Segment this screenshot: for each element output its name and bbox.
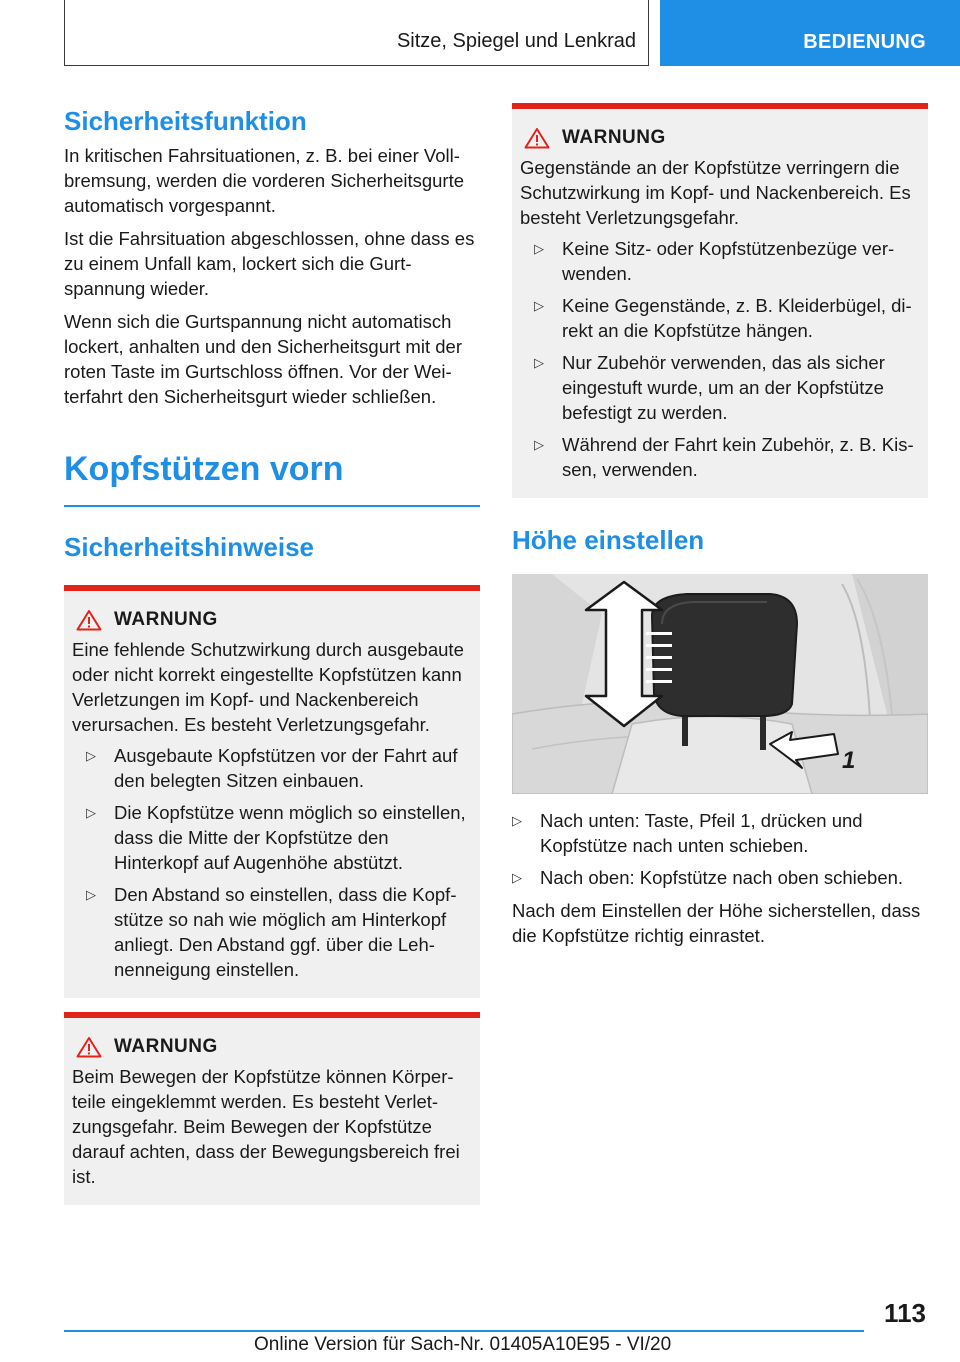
warning-text: Beim Bewegen der Kopfstütze können Körperteile eingeklemmt werden. Es besteht Verletzungsgefahr. Beim Bewegen der Kopfstütze darauf achten, dass der Bewegungsbereich frei ist. xyxy=(72,1066,460,1187)
warning-header xyxy=(76,1036,472,1058)
warning-triangle-icon xyxy=(524,127,550,149)
triangle-bullet-icon: ▷ xyxy=(86,887,96,902)
warning-text: Gegenstände an der Kopfstütze verringern die Schutzwirkung im Kopf- und Nackenbereich. Es besteht Verletzungsgefahr. xyxy=(520,157,911,228)
triangle-bullet-icon: ▷ xyxy=(86,805,96,820)
warning-list xyxy=(534,236,920,482)
list-item: ▷ Nach oben: Kopfstütze nach oben schieben. xyxy=(512,867,904,888)
heading-hoehe-einstellen: Höhe einstellen xyxy=(512,525,705,555)
section-tab-label: BEDIENUNG xyxy=(803,31,926,53)
list-item: ▷ Nach unten: Taste, Pfeil 1, drücken und Kopfstütze nach unten schieben. xyxy=(512,810,863,856)
warning-list xyxy=(86,743,472,982)
triangle-bullet-icon: ▷ xyxy=(534,437,544,452)
triangle-bullet-icon: ▷ xyxy=(512,813,522,828)
warning-box-1 xyxy=(64,585,480,998)
list-item: ▷ Während der Fahrt kein Zubehör, z. B. Kissen, verwenden. xyxy=(534,434,914,480)
list-item: ▷ Keine Sitz- oder Kopfstützenbezüge verwenden. xyxy=(534,238,895,284)
heading-kopfstuetzen-vorn: Kopfstützen vorn xyxy=(64,450,344,488)
triangle-bullet-icon: ▷ xyxy=(86,748,96,763)
paragraph-3: Wenn sich die Gurtspannung nicht automatisch lockert, anhalten und den Sicherheitsgurt mit der roten Taste im Gurtschloss öffnen. Vor der Weiterfahrt den Sicherheitsgurt wieder schließen. xyxy=(64,311,462,407)
header-title-box xyxy=(64,0,649,66)
after-adjust-text: Nach dem Einstellen der Höhe sicherstellen, dass die Kopfstütze richtig einrastet. xyxy=(512,900,921,946)
list-item: ▷ Die Kopfstütze wenn möglich so einstellen, dass die Mitte der Kopfstütze den Hinterkopf auf Augenhöhe abstützt. xyxy=(86,802,466,873)
warning-box-3 xyxy=(512,103,928,498)
warning-text: Eine fehlende Schutzwirkung durch ausgebaute oder nicht korrekt eingestellte Kopfstützen kann Verletzungen im Kopf- und Nackenbereich verursachen. Es besteht Verletzungsgefahr. xyxy=(72,639,464,735)
warning-header xyxy=(524,127,920,149)
list-item: ▷ Nur Zubehör verwenden, das als sicher eingestuft wurde, um an der Kopfstütze befestigt zu werden. xyxy=(534,352,885,423)
chapter-title: Sitze, Spiegel und Lenkrad xyxy=(396,30,636,52)
right-column xyxy=(512,100,928,948)
figure-callout-label: 1 xyxy=(842,747,856,774)
paragraph-2: Ist die Fahrsituation abgeschlossen, ohne dass es zu einem Unfall kam, lockert sich die Gurtspannung wieder. xyxy=(64,228,475,299)
headrest-image xyxy=(512,574,928,794)
warning-label: WARNUNG xyxy=(114,609,218,630)
warning-label: WARNUNG xyxy=(562,127,666,148)
left-column xyxy=(64,100,480,1205)
footer-rule xyxy=(64,1330,864,1332)
heading-rule xyxy=(64,505,480,507)
warning-box-2 xyxy=(64,1012,480,1205)
triangle-bullet-icon: ▷ xyxy=(512,870,522,885)
list-item: ▷ Ausgebaute Kopfstützen vor der Fahrt auf den belegten Sitzen einbauen. xyxy=(86,745,458,791)
footer-online-version[interactable]: Online Version für Sach-Nr. 01405A10E95 - VI/20 xyxy=(254,1334,672,1355)
list-item: ▷ Keine Gegenstände, z. B. Kleiderbügel, direkt an die Kopfstütze hängen. xyxy=(534,295,912,341)
warning-label: WARNUNG xyxy=(114,1036,218,1057)
list-item: ▷ Den Abstand so einstellen, dass die Kopfstütze so nah wie möglich am Hinterkopf anliegt. Den Abstand ggf. über die Lehnenneigung einstellen. xyxy=(86,884,457,980)
page-number: 113 xyxy=(884,1298,926,1328)
section-tab[interactable] xyxy=(660,0,960,66)
warning-triangle-icon xyxy=(76,609,102,631)
paragraph-1: In kritischen Fahrsituationen, z. B. bei einer Vollbremsung, werden die vorderen Sicherheitsgurte automatisch vorgespannt. xyxy=(64,145,465,216)
triangle-bullet-icon: ▷ xyxy=(534,298,544,313)
headrest-illustration xyxy=(512,574,928,794)
heading-sicherheitshinweise: Sicherheitshinweise xyxy=(64,532,314,562)
steps-list xyxy=(512,808,928,890)
triangle-bullet-icon: ▷ xyxy=(534,355,544,370)
warning-header xyxy=(76,609,472,631)
warning-triangle-icon xyxy=(76,1036,102,1058)
heading-sicherheitsfunktion: Sicherheitsfunktion xyxy=(64,106,307,136)
triangle-bullet-icon: ▷ xyxy=(534,241,544,256)
